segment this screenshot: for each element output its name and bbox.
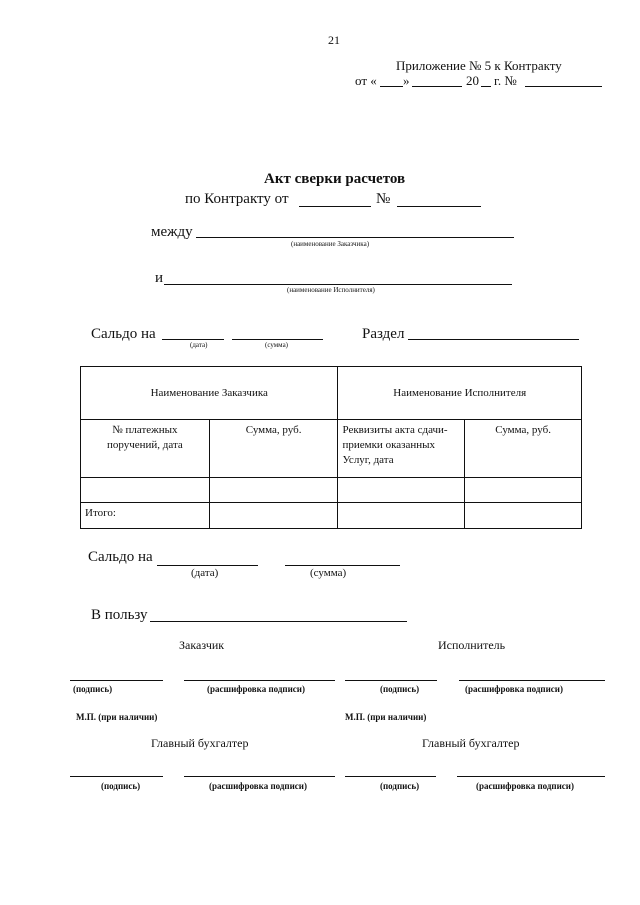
customer-signature-title: Заказчик — [179, 638, 225, 652]
customer-signature-line — [70, 680, 163, 681]
customer-decode-line — [184, 680, 335, 681]
executor-chief-accountant-title: Главный бухгалтер — [422, 736, 520, 750]
contract-number-sign: № — [376, 191, 391, 207]
section-label: Раздел — [362, 326, 405, 342]
column-payment-orders: № платежных поручений, дата — [81, 420, 210, 478]
balance-top-label: Сальдо на — [91, 326, 156, 342]
customer-chief-accountant-title: Главный бухгалтер — [151, 736, 249, 750]
executor-signature-title: Исполнитель — [438, 638, 506, 652]
table-cell — [338, 478, 465, 503]
customer-header: Наименование Заказчика — [81, 367, 338, 420]
column-executor-sum: Сумма, руб. — [465, 420, 582, 478]
contract-prefix: по Контракту от — [185, 191, 289, 207]
executor-stamp-note: М.П. (при наличии) — [345, 712, 427, 722]
appendix-number-suffix: г. № — [494, 73, 517, 88]
contract-number-line — [397, 206, 481, 207]
customer-signature-caption: (подпись) — [73, 684, 113, 694]
customer-name-caption: (наименование Заказчика) — [291, 240, 370, 248]
balance-bottom-date-caption: (дата) — [191, 567, 219, 579]
total-label: Итого: — [81, 503, 210, 529]
reconciliation-table — [80, 366, 582, 529]
executor-decode-caption: (расшифровка подписи) — [465, 684, 563, 694]
appendix-number-line — [525, 86, 602, 87]
balance-bottom-sum-line — [285, 565, 400, 566]
customer-accountant-decode-line — [184, 776, 335, 777]
appendix-from-prefix: от « — [355, 73, 377, 88]
favor-line — [150, 621, 407, 622]
customer-accountant-signature-caption: (подпись) — [101, 781, 141, 791]
and-label: и — [155, 270, 164, 286]
balance-top-sum-caption: (сумма) — [265, 341, 289, 349]
executor-decode-line — [459, 680, 605, 681]
column-acceptance-act: Реквизиты акта сдачи-приемки оказанных Услуг, дата — [338, 420, 465, 478]
balance-top-date-caption: (дата) — [190, 341, 208, 349]
table-cell — [81, 478, 210, 503]
table-cell — [209, 503, 338, 529]
table-cell — [338, 503, 465, 529]
column-customer-sum: Сумма, руб. — [209, 420, 338, 478]
section-line — [408, 339, 579, 340]
balance-bottom-date-line — [157, 565, 258, 566]
appendix-month-line — [412, 86, 462, 87]
appendix-day-line — [380, 86, 403, 87]
customer-accountant-decode-caption: (расшифровка подписи) — [209, 781, 307, 791]
document-title: Акт сверки расчетов — [264, 171, 406, 187]
customer-accountant-signature-line — [70, 776, 163, 777]
balance-top-date-line — [162, 339, 224, 340]
table-cell — [465, 503, 582, 529]
balance-bottom-sum-caption: (сумма) — [310, 567, 347, 579]
contract-date-line — [299, 206, 371, 207]
appendix-year-line — [481, 86, 491, 87]
executor-signature-line — [345, 680, 437, 681]
executor-name-caption: (наименование Исполнителя) — [287, 286, 375, 294]
executor-accountant-signature-caption: (подпись) — [380, 781, 420, 791]
executor-accountant-decode-line — [457, 776, 605, 777]
table-cell — [465, 478, 582, 503]
executor-signature-caption: (подпись) — [380, 684, 420, 694]
customer-stamp-note: М.П. (при наличии) — [76, 712, 158, 722]
customer-decode-caption: (расшифровка подписи) — [207, 684, 305, 694]
customer-name-line — [196, 237, 514, 238]
balance-bottom-label: Сальдо на — [88, 549, 153, 565]
appendix-year: 20 — [466, 73, 479, 88]
executor-accountant-decode-caption: (расшифровка подписи) — [476, 781, 574, 791]
page-number: 21 — [328, 33, 340, 47]
table-cell — [209, 478, 338, 503]
balance-top-sum-line — [232, 339, 323, 340]
executor-accountant-signature-line — [345, 776, 436, 777]
appendix-title: Приложение № 5 к Контракту — [396, 58, 562, 73]
executor-name-line — [164, 284, 512, 285]
favor-label: В пользу — [91, 607, 148, 623]
between-label: между — [151, 224, 193, 240]
executor-header: Наименование Исполнителя — [338, 367, 582, 420]
appendix-quote-close: » — [403, 73, 410, 88]
